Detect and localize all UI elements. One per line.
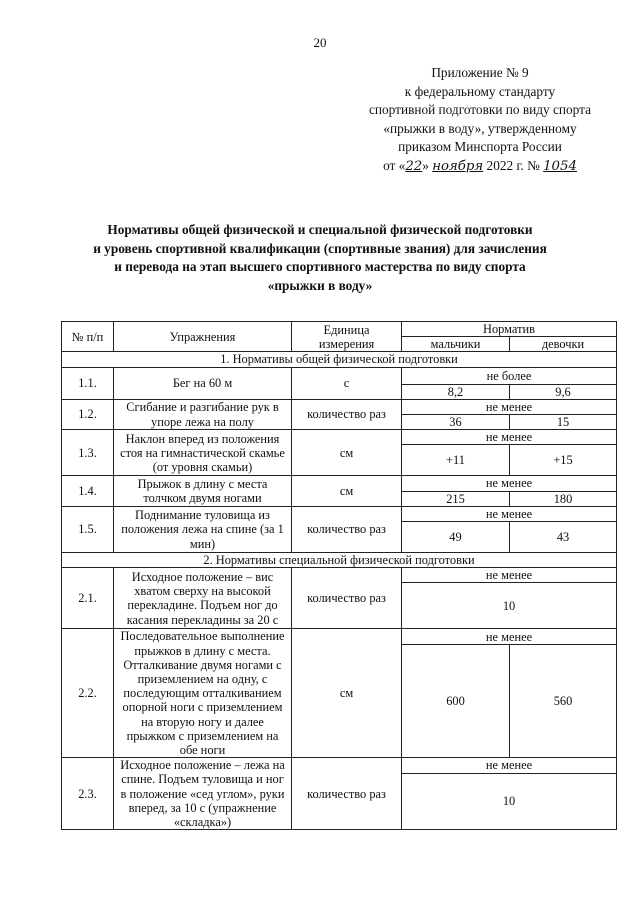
appendix-line: приказом Минспорта России (398, 139, 562, 155)
row-exercise: Бег на 60 м (114, 367, 292, 399)
header-exercise: Упражнения (114, 322, 292, 352)
table-row (62, 430, 617, 445)
section-title: 2. Нормативы специальной физической подготовки (62, 553, 617, 568)
row-unit: количество раз (292, 399, 402, 429)
row-condition: не менее (402, 476, 617, 491)
header-num: № п/п (62, 322, 114, 352)
header-unit: Единица измерения (292, 322, 402, 352)
row-exercise: Последовательное выполнение прыжков в длину с места. Отталкивание двумя ногами с приземлением на одну, с последующим отталкиванием опорной ноги с приземлением на вторую ногу и далее прыжком с приземлением на обе ноги (114, 629, 292, 758)
row-num: 2.3. (62, 758, 114, 830)
row-boys: 8,2 (402, 384, 510, 399)
row-num: 2.2. (62, 629, 114, 758)
order-number: 1054 (543, 158, 577, 174)
row-unit: см (292, 476, 402, 506)
table-row (62, 399, 617, 414)
row-num: 1.5. (62, 506, 114, 552)
row-both: 10 (402, 773, 617, 830)
title-line: и уровень спортивной квалификации (спортивные звания) для зачисления (93, 240, 547, 256)
row-num: 1.3. (62, 430, 114, 476)
title-line: Нормативы общей физической и специальной физической подготовки (107, 222, 533, 237)
table-row (62, 568, 617, 583)
section-title: 1. Нормативы общей физической подготовки (62, 352, 617, 367)
row-condition: не менее (402, 568, 617, 583)
row-condition: не более (402, 367, 617, 384)
section-row (62, 352, 617, 367)
row-condition: не менее (402, 430, 617, 445)
page-number: 20 (313, 35, 327, 50)
row-exercise: Наклон вперед из положения стоя на гимнастической скамье (от уровня скамьи) (114, 430, 292, 476)
section-row (62, 553, 617, 568)
row-exercise: Сгибание и разгибание рук в упоре лежа на полу (114, 399, 292, 429)
row-unit: с (292, 367, 402, 399)
row-girls: 9,6 (510, 384, 617, 399)
table-row (62, 758, 617, 773)
row-boys: 215 (402, 491, 510, 506)
row-girls: 560 (510, 644, 617, 757)
row-condition: не менее (402, 506, 617, 521)
appendix-block (330, 64, 630, 177)
row-boys: 600 (402, 644, 510, 757)
row-girls: 43 (510, 522, 617, 553)
date-prefix: от « (383, 157, 406, 173)
row-both: 10 (402, 583, 617, 629)
row-girls: +15 (510, 445, 617, 476)
row-condition: не менее (402, 758, 617, 773)
row-exercise: Исходное положение – лежа на спине. Подъем туловища и ног в положение «сед углом», руки вперед, за 10 с (упражнение «складка») (114, 758, 292, 830)
table-row (62, 476, 617, 491)
row-boys: 49 (402, 522, 510, 553)
header-boys: мальчики (402, 337, 510, 352)
row-unit: см (292, 629, 402, 758)
title-line: «прыжки в воду» (267, 277, 373, 293)
row-unit: количество раз (292, 568, 402, 629)
row-girls: 180 (510, 491, 617, 506)
date-year: 2022 г. № (483, 157, 544, 173)
row-condition: не менее (402, 399, 617, 414)
row-condition: не менее (402, 629, 617, 645)
norms-table (61, 321, 617, 830)
row-unit: количество раз (292, 758, 402, 830)
row-boys: +11 (402, 445, 510, 476)
row-unit: количество раз (292, 506, 402, 552)
header-row (62, 322, 617, 337)
row-exercise: Поднимание туловища из положения лежа на спине (за 1 мин) (114, 506, 292, 552)
row-num: 1.1. (62, 367, 114, 399)
appendix-line: к федеральному стандарту (404, 83, 556, 99)
appendix-line: «прыжки в воду», утвержденному (383, 120, 577, 136)
row-exercise: Исходное положение – вис хватом сверху на высокой перекладине. Подъем ног до касания перекладины за 20 с (114, 568, 292, 629)
appendix-date-line (330, 157, 630, 177)
row-boys: 36 (402, 415, 510, 430)
row-unit: см (292, 430, 402, 476)
date-mid: » (422, 157, 433, 173)
title-line: и перевода на этап высшего спортивного мастерства по виду спорта (114, 259, 526, 274)
row-exercise: Прыжок в длину с места толчком двумя ногами (114, 476, 292, 506)
table-row (62, 367, 617, 384)
table-row (62, 506, 617, 521)
appendix-line: Приложение № 9 (431, 65, 529, 80)
header-girls: девочки (510, 337, 617, 352)
row-girls: 15 (510, 415, 617, 430)
header-norm: Норматив (402, 322, 617, 337)
row-num: 2.1. (62, 568, 114, 629)
row-num: 1.2. (62, 399, 114, 429)
date-month: ноября (432, 158, 484, 174)
table-row (62, 629, 617, 645)
appendix-line: спортивной подготовки по виду спорта (369, 102, 591, 118)
document-title (60, 221, 580, 295)
row-num: 1.4. (62, 476, 114, 506)
date-day: 22 (405, 158, 423, 174)
